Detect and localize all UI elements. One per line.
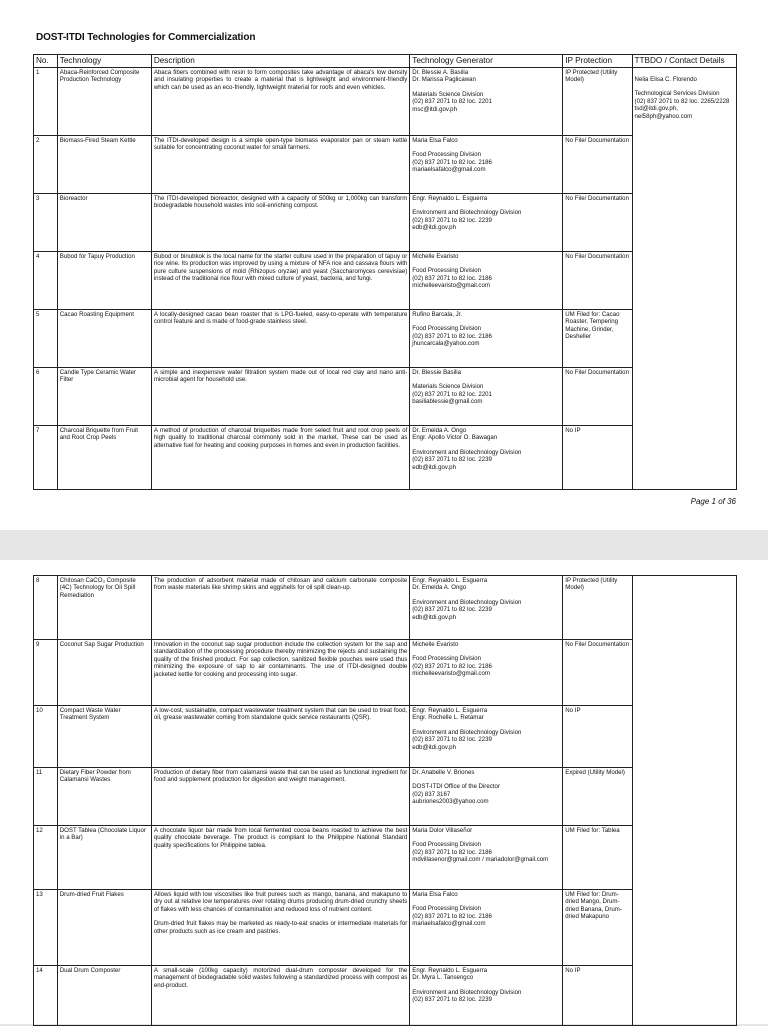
column-header-ip: IP Protection — [563, 55, 632, 68]
generator-phone: (02) 837 2071 to 82 loc. 2201 — [412, 390, 492, 398]
generator-name: Michelle Evaristo — [412, 253, 459, 260]
generator-email[interactable]: edb@itdi.gov.ph — [412, 463, 456, 471]
row-number: 11 — [34, 768, 58, 826]
page-number: Page 1 of 36 — [690, 497, 736, 506]
table-row — [34, 768, 737, 826]
generator-name-2: Dr. Myra L. Tansengco — [412, 974, 474, 982]
generator-email[interactable]: msc@itdi.gov.ph — [412, 105, 457, 113]
technologies-table-page-2 — [33, 575, 737, 1026]
technology-name: Candle Type Ceramic Water Filter — [57, 368, 151, 426]
table-row — [34, 706, 737, 768]
generator-name: Dr. Anabelle V. Briones — [412, 769, 475, 776]
table-row — [34, 194, 737, 252]
technology-generator — [410, 194, 563, 252]
table-row — [34, 966, 737, 1026]
column-header-technology: Technology — [57, 55, 151, 68]
row-number: 10 — [34, 706, 58, 768]
generator-phone: (02) 837 2071 to 82 loc. 2186 — [412, 158, 492, 166]
technology-generator — [410, 136, 563, 194]
generator-division: Environment and Biotechnology Division — [412, 209, 522, 217]
table-row — [34, 136, 737, 194]
row-number: 14 — [34, 966, 58, 1026]
technology-name: Abaca-Reinforced Composite Production Technology — [57, 68, 151, 136]
column-header-no: No. — [34, 55, 58, 68]
generator-email[interactable]: edb@itdi.gov.ph — [412, 743, 456, 751]
generator-name-2: Dr. Marissa Paglicawan — [412, 76, 476, 84]
technology-name: Drum-dried Fruit Flakes — [57, 890, 151, 966]
technology-generator — [410, 576, 563, 640]
row-number: 6 — [34, 368, 58, 426]
generator-name: Dr. Blessie Basilia — [412, 369, 462, 376]
generator-name: Engr. Reynaldo L. Esguerra — [412, 967, 488, 974]
generator-email[interactable]: aubriones2003@yahoo.com — [412, 798, 489, 806]
generator-phone: (02) 837 2071 to 82 loc. 2186 — [412, 332, 492, 340]
generator-division: DOST-ITDI Office of the Director — [412, 783, 500, 791]
generator-name: Engr. Reynaldo L. Esguerra — [412, 707, 488, 714]
technology-description: A locally-designed cacao bean roaster that is LPG-fueled, easy-to-operate with temperature control feature and is made of food-grade stainless steel. — [151, 310, 409, 368]
row-number: 12 — [34, 826, 58, 890]
generator-name: Michelle Evaristo — [412, 641, 459, 648]
column-header-generator: Technology Generator — [410, 55, 563, 68]
generator-division: Food Processing Division — [412, 905, 482, 913]
table-row — [34, 890, 737, 966]
technology-name: Compact Waste Water Treatment System — [57, 706, 151, 768]
row-number: 9 — [34, 640, 58, 706]
ip-protection: No File/ Documentation — [563, 640, 632, 706]
ip-protection: No File/ Documentation — [563, 136, 632, 194]
ip-protection: UM Filed for: Drum-dried Mango, Drum-dried Banana, Drum-dried Makapuno — [563, 890, 632, 966]
technology-description: Bubod or binubkok is the local name for the starter culture used in the preparation of tapuy or rice wine. Its production was improved by using a mixture of NFA rice and cassava flours with pure culture suspensions of mold (Rhizopus oryzae) and yeast (Saccharomyces cerevisiae) instead of the traditional rice flour with mixed culture of yeast, bacteria, and fungi. — [151, 252, 409, 310]
generator-email[interactable]: mdvillasenor@gmail.com / mariadolor@gmail.com — [412, 856, 549, 864]
generator-email[interactable]: edb@itdi.gov.ph — [412, 224, 456, 232]
technology-name: Chitosan CaCO₃ Composite (4C) Technology for Oil Spill Remediation — [57, 576, 151, 640]
row-number: 1 — [34, 68, 58, 136]
generator-email[interactable]: michelleevaristo@gmail.com — [412, 282, 490, 290]
generator-division: Food Processing Division — [412, 267, 482, 275]
generator-phone: (02) 837 2071 to 82 loc. 2186 — [412, 912, 492, 920]
generator-phone: (02) 837 2071 to 82 loc. 2239 — [412, 996, 492, 1004]
generator-name-2: Engr. Rochelle L. Retamar — [412, 714, 484, 722]
technology-generator — [410, 826, 563, 890]
description-paragraph-2: Drum-dried fruit flakes may be marketed as ready-to-eat snacks or intermediate materials for other products such as ice cream and pastries. — [153, 920, 408, 935]
generator-division: Food Processing Division — [412, 655, 482, 663]
generator-email[interactable]: michelleevaristo@gmail.com — [412, 670, 490, 678]
generator-name: Rufino Barcala, Jr. — [412, 311, 463, 318]
row-number: 4 — [34, 252, 58, 310]
row-number: 2 — [34, 136, 58, 194]
generator-division: Materials Science Division — [412, 90, 484, 98]
technology-generator — [410, 310, 563, 368]
ip-protection: No IP — [563, 966, 632, 1026]
ip-protection: No File/ Documentation — [563, 368, 632, 426]
technology-generator — [410, 426, 563, 490]
technology-generator — [410, 68, 563, 136]
table-row — [34, 576, 737, 640]
generator-phone: (02) 837 3167 — [412, 790, 451, 798]
table-header-row — [34, 55, 737, 68]
technology-description: The ITDI-developed design is a simple open-type biomass evaporator pan or steam kettle suitable for concentrating coconut water for small farmers. — [151, 136, 409, 194]
technology-description: Production of dietary fiber from calamansi waste that can be used as functional ingredient for food and supplement production for digestion and weight management. — [151, 768, 409, 826]
technology-generator — [410, 768, 563, 826]
contact-details — [632, 68, 736, 490]
table-row — [34, 426, 737, 490]
table-row — [34, 252, 737, 310]
contact-phone: (02) 837 2071 to 82 loc. 2265/2228 — [634, 97, 730, 105]
generator-phone: (02) 837 2071 to 82 loc. 2186 — [412, 848, 492, 856]
technologies-table-page-1 — [33, 54, 737, 490]
generator-phone: (02) 837 2071 to 82 loc. 2239 — [412, 736, 492, 744]
row-number: 5 — [34, 310, 58, 368]
table-row — [34, 310, 737, 368]
generator-name-2: Engr. Apollo Victor O. Bawagan — [412, 434, 498, 442]
generator-email[interactable]: jhuncarcala@yahoo.com — [412, 340, 480, 348]
row-number: 7 — [34, 426, 58, 490]
generator-name: Maria Dolor Villaseñor — [412, 827, 473, 834]
ip-protection: UM Filed for: Cacao Roaster, Tempering Machine, Grinder, Desheller — [563, 310, 632, 368]
table-row — [34, 640, 737, 706]
ip-protection: IP Protected (Utility Model) — [563, 68, 632, 136]
contact-name: Nelia Elisa C. Florendo — [634, 76, 697, 83]
technology-description: The production of adsorbent material made of chitosan and calcium carbonate composite from waste materials like shrimp skins and eggshells for oil spill clean-up. — [151, 576, 409, 640]
row-number: 13 — [34, 890, 58, 966]
technology-name: Cacao Roasting Equipment — [57, 310, 151, 368]
table-row — [34, 68, 737, 136]
document-title: DOST-ITDI Technologies for Commercialization — [36, 32, 256, 43]
generator-email[interactable]: mariaelsafalco@gmail.com — [412, 920, 486, 928]
technology-name: Dual Drum Composter — [57, 966, 151, 1026]
technology-description: Abaca fibers combined with resin to form composites take advantage of abaca's low density and insulating properties to create a material that is lightweight and environment-friendly which can be used as an eco-friendly, lightweight material for roofs and even vehicles. — [151, 68, 409, 136]
ip-protection: No File/ Documentation — [563, 252, 632, 310]
generator-phone: (02) 837 2071 to 82 loc. 2186 — [412, 662, 492, 670]
generator-name: Dr. Blessie A. Basilia — [412, 69, 469, 76]
ip-protection: IP Protected (Utility Model) — [563, 576, 632, 640]
technology-description: A method of production of charcoal briquettes made from select fruit and root crop peels of high quality to traditional charcoal commonly sold in the market. These can be used as alternative fuel for heating and cooking purposes in homes and even in production facilities. — [151, 426, 409, 490]
generator-division: Environment and Biotechnology Division — [412, 988, 522, 996]
contact-email[interactable]: tsd@itdi.gov.ph, nel58ph@yahoo.com — [634, 105, 693, 120]
column-header-contact: TTBDO / Contact Details — [632, 55, 736, 68]
technology-generator — [410, 966, 563, 1026]
technology-description: A chocolate liquor bar made from local fermented cocoa beans roasted to achieve the best quality chocolate beverage. The product is compliant to the Philippine National Standard quality specifications for Philippine tablea. — [151, 826, 409, 890]
generator-name: Engr. Reynaldo L. Esguerra — [412, 195, 488, 202]
generator-phone: (02) 837 2071 to 82 loc. 2239 — [412, 456, 492, 464]
technology-generator — [410, 706, 563, 768]
generator-phone: (02) 837 2071 to 82 loc. 2186 — [412, 274, 492, 282]
column-header-description: Description — [151, 55, 409, 68]
generator-division: Materials Science Division — [412, 383, 484, 391]
generator-name: Maria Elsa Falco — [412, 891, 458, 898]
technology-name: Biomass-Fired Steam Kettle — [57, 136, 151, 194]
ip-protection: No IP — [563, 426, 632, 490]
generator-division: Food Processing Division — [412, 325, 482, 333]
generator-email[interactable]: edb@itdi.gov.ph — [412, 613, 456, 621]
generator-name: Engr. Reynaldo L. Esguerra — [412, 577, 488, 584]
technology-description: The ITDI-developed bioreactor, designed with a capacity of 500kg or 1,000kg can transform biodegradable household wastes into soil-enriching compost. — [151, 194, 409, 252]
contact-details-continued — [632, 576, 736, 1026]
technology-generator — [410, 640, 563, 706]
technology-name: Charcoal Briquette from Fruit and Root Crop Peels — [57, 426, 151, 490]
generator-name-2: Dr. Emelda A. Ongo — [412, 584, 467, 592]
technology-description: A small-scale (100kg capacity) motorized dual-drum composter developed for the management of biodegradable solid wastes following a standardized process with compost as end-product. — [151, 966, 409, 1026]
ip-protection: No IP — [563, 706, 632, 768]
generator-division: Food Processing Division — [412, 841, 482, 849]
generator-email[interactable]: basiliablessie@gmail.com — [412, 398, 483, 406]
technology-generator — [410, 252, 563, 310]
contact-division: Technological Services Division — [634, 90, 720, 98]
row-number: 3 — [34, 194, 58, 252]
technology-name: Coconut Sap Sugar Production — [57, 640, 151, 706]
generator-phone: (02) 837 2071 to 82 loc. 2239 — [412, 216, 492, 224]
description-paragraph-1: Allows liquid with low viscosities like fruit purees such as mango, banana, and makapuno to dry out at relative low temperatures over rotating drums producing drum-dried crunchy sheets of flakes with less chances of contamination and reduced loss of nutrient content. — [153, 891, 408, 913]
generator-phone: (02) 837 2071 to 82 loc. 2201 — [412, 98, 492, 106]
ip-protection: UM Filed for: Tablea — [563, 826, 632, 890]
ip-protection: Expired (Utility Model) — [563, 768, 632, 826]
ip-protection: No File/ Documentation — [563, 194, 632, 252]
generator-email[interactable]: mariaelsafalco@gmail.com — [412, 166, 486, 174]
generator-division: Environment and Biotechnology Division — [412, 448, 522, 456]
technology-description — [151, 890, 409, 966]
generator-division: Environment and Biotechnology Division — [412, 728, 522, 736]
generator-phone: (02) 837 2071 to 82 loc. 2239 — [412, 606, 492, 614]
technology-description: A low-cost, sustainable, compact wastewater treatment system that can be used to treat food, oil, grease wastewater coming from standalone quick service restaurants (QSR). — [151, 706, 409, 768]
technology-name: DOST Tablea (Chocolate Liquor in a Bar) — [57, 826, 151, 890]
generator-name: Dr. Emelda A. Ongo — [412, 427, 467, 434]
generator-division: Food Processing Division — [412, 151, 482, 159]
technology-generator — [410, 368, 563, 426]
technology-name: Dietary Fiber Powder from Calamansi Wastes — [57, 768, 151, 826]
technology-description: A simple and inexpensive water filtration system made out of local red clay and nano anti-microbial agent for household use. — [151, 368, 409, 426]
generator-name: Maria Elsa Falco — [412, 137, 458, 144]
row-number: 8 — [34, 576, 58, 640]
generator-division: Environment and Biotechnology Division — [412, 598, 522, 606]
table-row — [34, 368, 737, 426]
technology-description: Innovation in the coconut sap sugar production include the collection system for the sap and standardization of the processing procedure thereby minimizing the rejects and sustaining the quality of the finished product. For sap collection, sanitized flexible pouches were used thus minimizing the exposure of sap to air contaminants. The use of ITDI-designed double jacketed kettle for cooking and processing into sugar. — [151, 640, 409, 706]
table-row — [34, 826, 737, 890]
technology-name: Bubod for Tapuy Production — [57, 252, 151, 310]
technology-generator — [410, 890, 563, 966]
technology-name: Bioreactor — [57, 194, 151, 252]
